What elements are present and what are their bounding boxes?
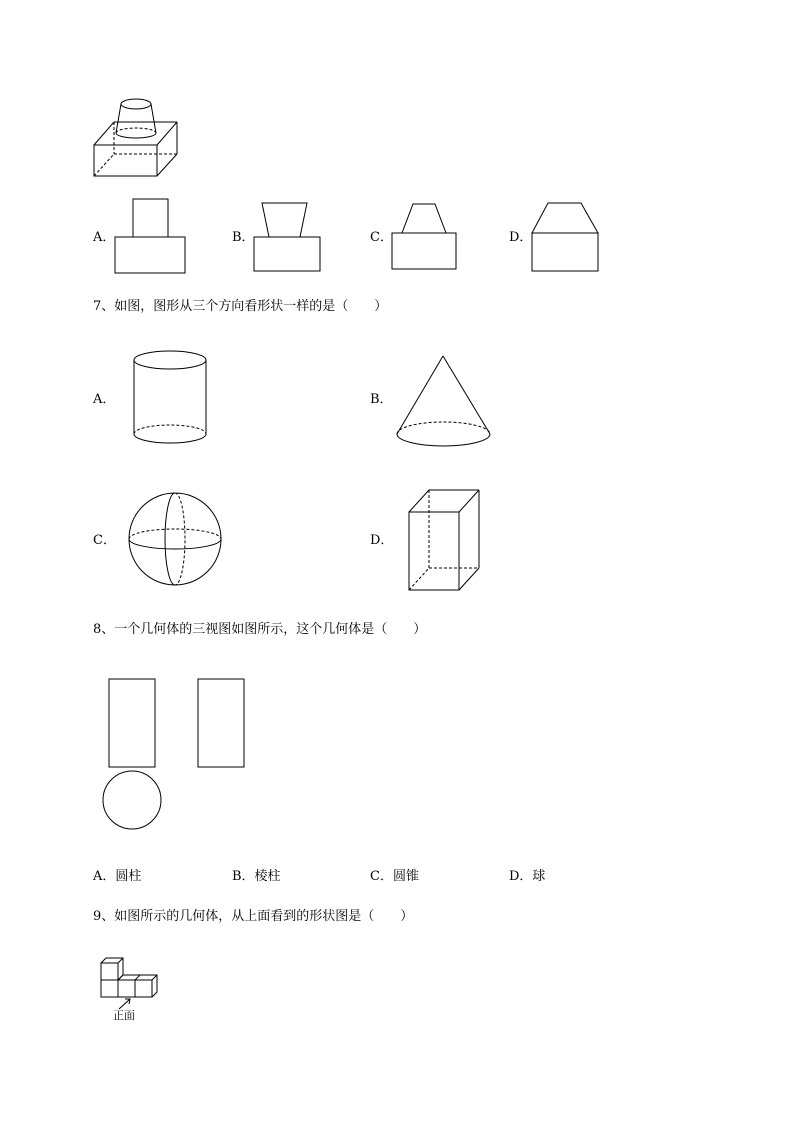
q8-question: 8、一个几何体的三视图如图所示，这个几何体是（ ） (93, 622, 427, 637)
q8-option-a[interactable]: A．圆柱 (93, 869, 142, 884)
q6-option-c[interactable]: C． (370, 230, 393, 245)
q8-option-c[interactable]: C．圆锥 (370, 869, 419, 884)
q7-option-a[interactable]: A． (93, 392, 116, 407)
q7-option-b[interactable]: B． (370, 392, 393, 407)
q7-question: 7、如图，图形从三个方向看形状一样的是（ ） (93, 299, 388, 314)
q7-option-d[interactable]: D． (370, 533, 394, 548)
q8-option-b[interactable]: B．棱柱 (232, 869, 281, 884)
q9-front-label: 正面 (113, 1009, 135, 1022)
q6-option-b[interactable]: B． (232, 230, 255, 245)
q6-option-a[interactable]: A． (93, 230, 116, 245)
q9-question: 9、如图所示的几何体，从上面看到的形状图是（ ） (93, 909, 414, 924)
q8-option-d[interactable]: D．球 (509, 869, 546, 884)
q7-option-c[interactable]: C． (93, 533, 116, 548)
q6-option-d[interactable]: D． (509, 230, 533, 245)
